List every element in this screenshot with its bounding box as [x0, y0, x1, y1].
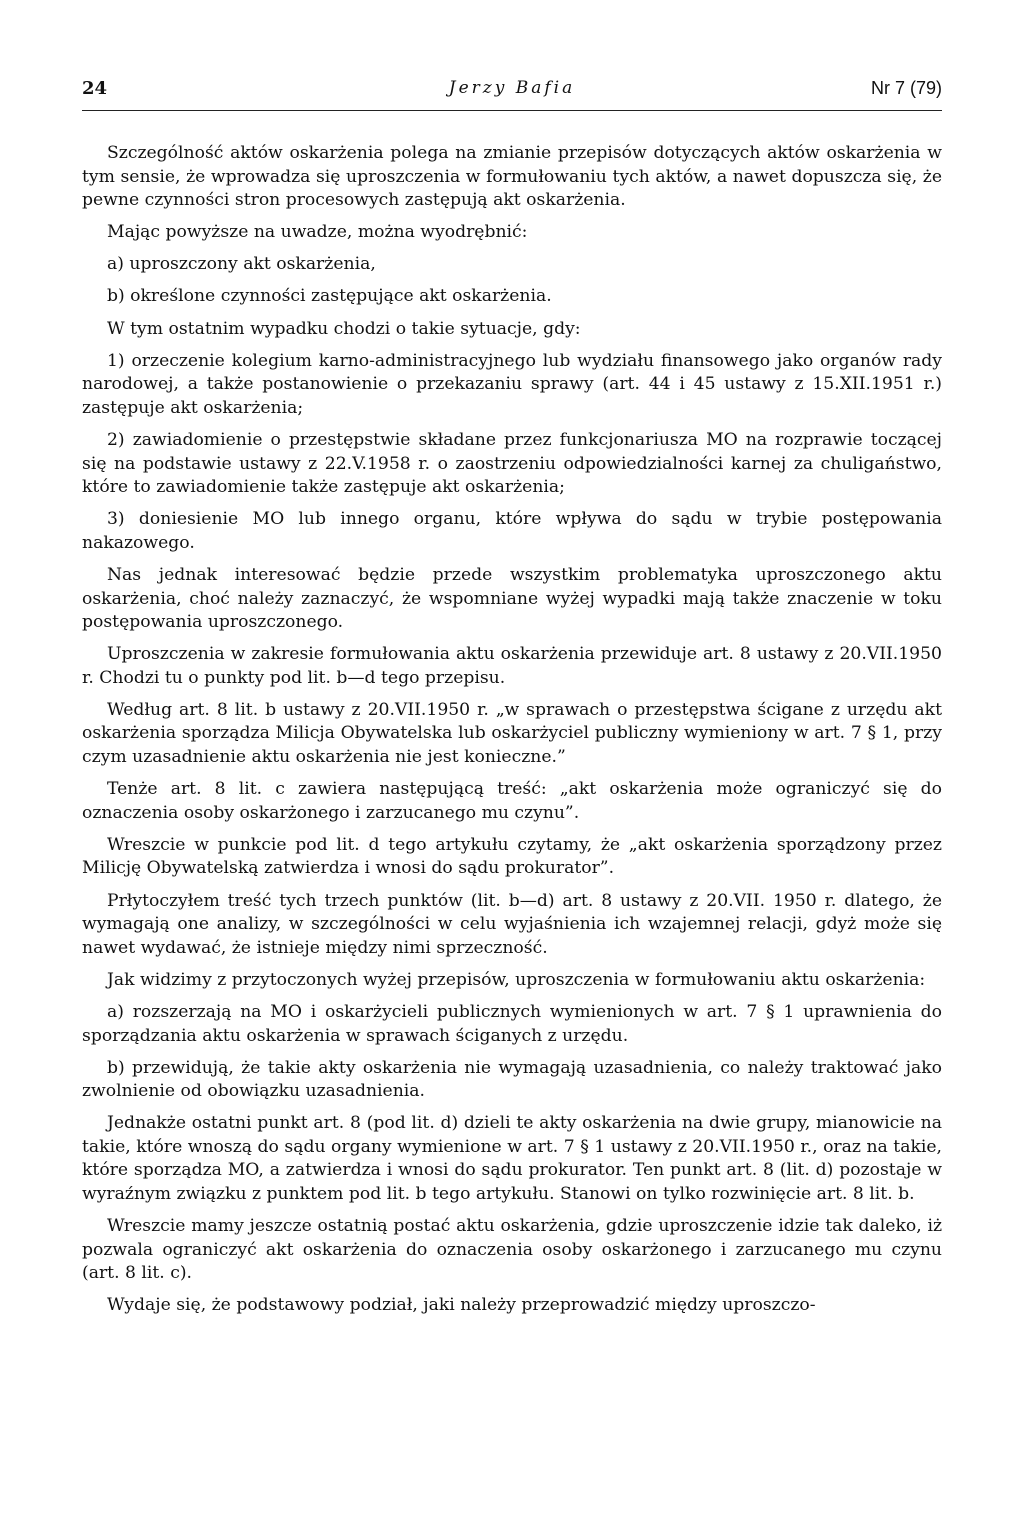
issue-label: Nr 7 (79) [870, 78, 942, 98]
paragraph: Wydaje się, że podstawowy podział, jaki należy przeprowadzić między uproszczo- [107, 1295, 816, 1316]
running-author: Jerzy Bafia [448, 78, 576, 98]
list-item: 1) orzeczenie kolegium karno-administracyjnego lub wydziału finansowego jako organów rady narodowej, a także postanowienie o przekazaniu sprawy (art. 44 i 45 ustawy z 15.XII.1951 r.) zastępuje akt oskarżenia; [82, 350, 942, 418]
paragraph: Wreszcie w punkcie pod lit. d tego artykułu czytamy, że „akt oskarżenia sporządzony przez Milicję Obywatelską zatwierdza i wnosi do sądu prokurator”. [82, 834, 942, 879]
page-number: 24 [82, 78, 108, 99]
list-item: a) uproszczony akt oskarżenia, [107, 254, 376, 275]
paragraph: Jak widzimy z przytoczonych wyżej przepisów, uproszczenia w formułowaniu aktu oskarżenia: [107, 969, 926, 990]
paragraph: Szczególność aktów oskarżenia polega na zmianie przepisów dotyczących aktów oskarżenia w tym sensie, że wprowadza się uproszczenia w formułowaniu tych aktów, a nawet dopuszcza się, że pewne czynności stron procesowych zastępują akt oskarżenia. [82, 143, 942, 211]
paragraph: Tenże art. 8 lit. c zawiera następującą treść: „akt oskarżenia może ograniczyć się do oznaczenia osoby oskarżonego i zarzucanego mu czynu”. [82, 779, 942, 823]
paragraph: Nas jednak interesować będzie przede wszystkim problematyka uproszczonego aktu oskarżenia, choć należy zaznaczyć, że wspomniane wyżej wypadki mają także znaczenie w toku postępowania uproszczonego. [82, 564, 942, 633]
paragraph: W tym ostatnim wypadku chodzi o takie sytuacje, gdy: [107, 318, 581, 339]
body-text [82, 142, 942, 1327]
list-item: a) rozszerzają na MO i oskarżycieli publicznych wymienionych w art. 7 § 1 uprawnienia do sporządzania aktu oskarżenia w sprawach ściganych z urzędu. [82, 1001, 942, 1046]
list-item: 3) doniesienie MO lub innego organu, które wpływa do sądu w trybie postępowania nakazowego. [82, 509, 942, 553]
paragraph: Jednakże ostatni punkt art. 8 (pod lit. d) dzieli te akty oskarżenia na dwie grupy, mianowicie na takie, które wnoszą do sądu organy wymienione w art. 7 § 1 ustawy z 20.VII.1950 r., oraz na takie, które sporządza MO, a zatwierdza i wnosi do sądu prokurator. Ten punkt art. 8 (lit. d) pozostaje w wyraźnym związku z punktem pod lit. b tego artykułu. Stanowi on tylko rozwinięcie art. 8 lit. b. [82, 1113, 942, 1205]
running-header [82, 78, 942, 111]
list-item: b) przewidują, że takie akty oskarżenia nie wymagają uzasadnienia, co należy traktować jako zwolnienie od obowiązku uzasadnienia. [82, 1057, 942, 1102]
paragraph: Według art. 8 lit. b ustawy z 20.VII.1950 r. „w sprawach o przestępstwa ścigane z urzędu akt oskarżenia sporządza Milicja Obywatelska lub oskarżyciel publiczny wymieniony w art. 7 § 1, przy czym uzasadnienie aktu oskarżenia nie jest konieczne.” [82, 699, 942, 768]
paragraph: Uproszczenia w zakresie formułowania aktu oskarżenia przewiduje art. 8 ustawy z 20.VII.1950 r. Chodzi tu o punkty pod lit. b—d tego przepisu. [82, 644, 942, 688]
paragraph: Mając powyższe na uwadze, można wyodrębnić: [107, 222, 528, 243]
paragraph: Wreszcie mamy jeszcze ostatnią postać aktu oskarżenia, gdzie uproszczenie idzie tak daleko, iż pozwala ograniczyć akt oskarżenia do oznaczenia osoby oskarżonego i zarzucanego mu czynu (art. 8 lit. c). [82, 1216, 942, 1284]
list-item: b) określone czynności zastępujące akt oskarżenia. [107, 286, 552, 307]
paragraph: Prłytoczyłem treść tych trzech punktów (lit. b—d) art. 8 ustawy z 20.VII. 1950 r. dlatego, że wymagają one analizy, w szczególności w celu wyjaśnienia ich wzajemnej relacji, gdyż może się nawet wydawać, że istnieje między nimi sprzeczność. [82, 890, 942, 958]
list-item: 2) zawiadomienie o przestępstwie składane przez funkcjonariusza MO na rozprawie toczącej się na podstawie ustawy z 22.V.1958 r. o zaostrzeniu odpowiedzialności karnej za chuligaństwo, które to zawiadomienie także zastępuje akt oskarżenia; [82, 429, 942, 498]
